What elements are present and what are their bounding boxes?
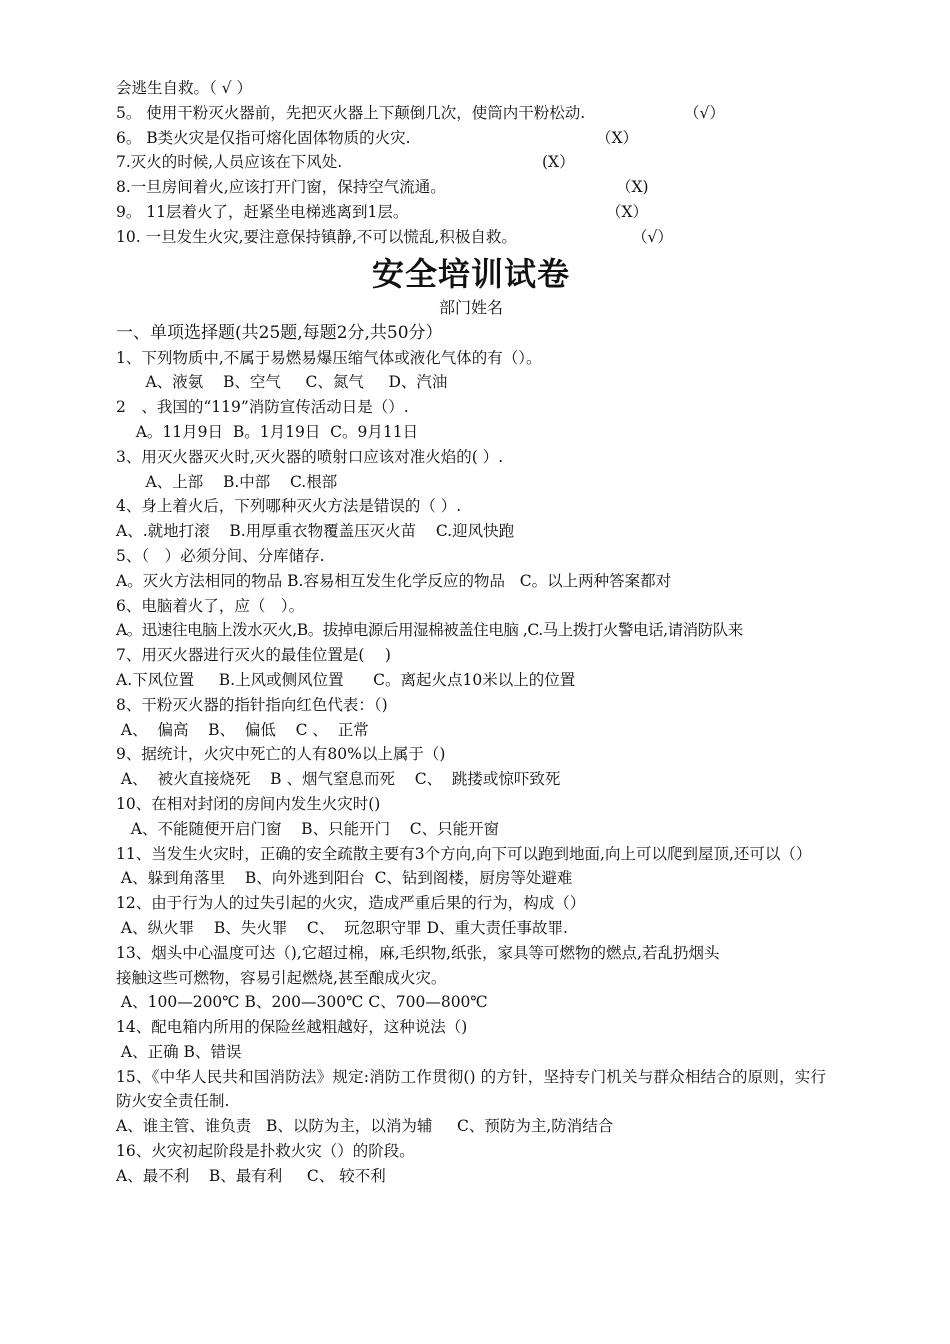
question-11: 11、当发生火灾时，正确的安全疏散主要有3个方向,向下可以跑到地面,向上可以爬到屋顶,还可以（） [116, 844, 812, 863]
question-11-options: A、躲到角落里 B、向外逃到阳台 C、钻到阁楼，厨房等处避难 [116, 869, 573, 888]
question-2-options: A。11月9日 B。1月19日 C。9月11日 [116, 422, 419, 441]
question-13: 13、烟头中心温度可达（),它超过棉，麻,毛织物,纸张，家具等可燃物的燃点,若乱扔烟头 [116, 943, 720, 962]
question-16: 16、火灾初起阶段是扑救火灾（）的阶段。 [116, 1142, 415, 1161]
tf-answer: （X） [596, 128, 639, 147]
tf-item-10 [116, 225, 826, 250]
question-6-options: A。迅速往电脑上泼水灭火,B。拔掉电源后用湿棉被盖住电脑 ,C.马上拨打火警电话,请消防队来 [116, 621, 743, 640]
tf-item-9 [116, 200, 826, 225]
question-5-options: A。灭火方法相同的物品 B.容易相互发生化学反应的物品 C。以上两种答案都对 [116, 571, 672, 590]
question-12-options: A、纵火罪 B、失火罪 C、 玩忽职守罪 D、重大责任事故罪. [116, 918, 568, 937]
question-3-options: A、上部 B.中部 C.根部 [116, 472, 338, 491]
true-false-section [116, 76, 826, 250]
question-12: 12、由于行为人的过失引起的火灾，造成严重后果的行为，构成（） [116, 894, 586, 913]
question-2: 2 、我国的“119”消防宣传活动日是（）. [116, 398, 409, 417]
tf-item-0 [116, 76, 826, 101]
question-10-options: A、不能随便开启门窗 B、只能开门 C、只能开窗 [116, 819, 500, 838]
exam-title: 安全培训试卷 [371, 254, 570, 293]
question-5: 5、（ ）必须分间、分库储存. [116, 546, 325, 565]
tf-text: 9。 11层着火了，赶紧坐电梯逃离到1层。 [116, 202, 409, 221]
tf-item-5 [116, 101, 826, 126]
document-page [116, 76, 826, 1189]
question-10: 10、在相对封闭的房间内发生火灾时() [116, 794, 381, 813]
tf-text: 10. 一旦发生火灾,要注意保持镇静,不可以慌乱,积极自救。 [116, 227, 517, 246]
question-15: 15、《中华人民共和国消防法》规定:消防工作贯彻() 的方针，坚持专门机关与群众相结合的原则，实行防火安全责任制. [116, 1067, 826, 1111]
tf-answer: （√） [632, 227, 673, 246]
question-7-options: A.下风位置 B.上风或侧风位置 C。离起火点10米以上的位置 [116, 670, 576, 689]
question-1: 1、下列物质中,不属于易燃易爆压缩气体或液化气体的有（）。 [116, 348, 542, 367]
question-14: 14、配电箱内所用的保险丝越粗越好，这种说法（) [116, 1018, 468, 1037]
tf-item-8 [116, 175, 826, 200]
tf-item-6 [116, 126, 826, 151]
question-16-options: A、最不利 B、最有利 C、 较不利 [116, 1166, 386, 1185]
question-list [116, 346, 826, 1189]
question-8-options: A、 偏高 B、 偏低 C 、 正常 [116, 720, 369, 739]
tf-answer: （√） [684, 103, 725, 122]
tf-answer: （X) [616, 178, 649, 197]
question-9-options: A、 被火直接烧死 B 、烟气窒息而死 C、 跳搂或惊吓致死 [116, 770, 561, 789]
question-13-options: A、100—200℃ B、200—300℃ C、700—800℃ [116, 993, 488, 1012]
section-heading: 一、单项选择题(共25题,每题2分,共50分） [116, 322, 443, 343]
tf-answer: （X） [606, 202, 649, 221]
exam-subtitle: 部门姓名 [438, 297, 503, 317]
tf-text: 会逃生自救。（ √ ） [116, 79, 252, 97]
question-15-options: A、谁主管、谁负责 B、以防为主，以消为辅 C、预防为主,防消结合 [116, 1117, 614, 1136]
question-4-options: A、.就地打滚 B.用厚重衣物覆盖压灭火苗 C.迎风快跑 [116, 522, 515, 541]
tf-text: 8.一旦房间着火,应该打开门窗，保持空气流通。 [116, 178, 446, 197]
question-9: 9、据统计，火灾中死亡的人有80%以上属于（) [116, 745, 446, 764]
tf-text: 6。 B类火灾是仅指可熔化固体物质的火灾. [116, 128, 411, 147]
tf-item-7 [116, 150, 826, 175]
tf-answer: (X） [542, 153, 575, 172]
question-13-continued: 接触这些可燃物，容易引起燃烧,甚至酿成火灾。 [116, 968, 447, 987]
tf-text: 7.灭火的时候,人员应该在下风处. [116, 153, 343, 172]
question-4: 4、身上着火后，下列哪种灭火方法是错误的（ ）. [116, 497, 462, 516]
question-1-options: A、液氨 B、空气 C、氮气 D、汽油 [116, 373, 448, 392]
question-7: 7、用灭火器进行灭火的最佳位置是( ) [116, 646, 391, 665]
question-6: 6、电脑着火了，应（ ）。 [116, 596, 305, 615]
question-3: 3、用灭火器灭火时,灭火器的喷射口应该对准火焰的( ）. [116, 447, 504, 466]
question-14-options: A、正确 B、错误 [116, 1042, 242, 1061]
tf-text: 5。 使用干粉灭火器前，先把灭火器上下颠倒几次，使筒内干粉松动. [116, 103, 586, 122]
question-8: 8、干粉灭火器的指针指向红色代表：（) [116, 695, 388, 714]
